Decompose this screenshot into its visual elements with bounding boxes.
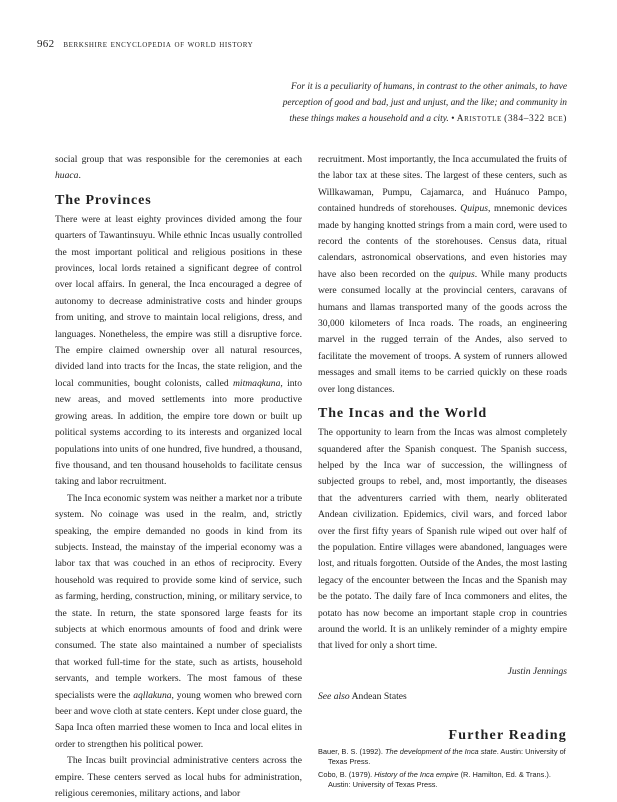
reference-title: History of the Inca empire [374, 769, 459, 779]
body-paragraph: The opportunity to learn from the Incas was almost completely squandered after the Spanish conquest. The Spanish success, helped by the Inca war of succession, the willingness of subjected groups to rebel, and, most importantly, the diseases that the adventurers carried with them, nearly obliterated Andean civilization. Epidemics, civil wars, and forced labor over the first fifty years of Spanish rule wiped out over half of the population. Entire villages were abandoned, languages were lost, and rituals forgotten. Outside of the Andes, the most lasting legacy of the encounter between the Incas and the Spanish may be the potato. The daily fare of Inca commoners and elites, the potato has now become an important staple crop in countries around the world. It is an unlikely reminder of a mighty empire that lived for only a short time. [318, 427, 567, 652]
epigraph-line: perception of good and bad, just and unjust, and the like; and community in [282, 98, 567, 108]
body-paragraph: There were at least eighty provinces divided among the four quarters of Tawantinsuyu. While ethnic Incas usually controlled the most important political and religious positions in these provinces, local lords retained a significant degree of control over local affairs. In general, the Inca encouraged a degree of autonomy to decrease administrative costs and hinder groups from uniting, and strove to maintain local religions, dress, and languages. Nonetheless, the empire was still a disruptive force. The empire claimed ownership over all natural resources, divided land into tracts for the Incas, the state religion, and the local communities, bought colonists, called mitmaqkuna, into new areas, and moved settlements into more productive growing areas. In addition, the empire tore down or built up political systems according to its interests and organized local populations into units of one hundred, five hundred, a thousand, five thousand, and ten thousand households to facilitate census taking and labor recruitment. [55, 213, 302, 488]
italic-term: huaca [55, 170, 79, 182]
bullet-separator: • [451, 114, 455, 124]
body-paragraph: The Inca economic system was neither a market nor a tribute system. No coinage was used in the realm, and, strictly speaking, the empire demanded no goods in kind from its subjects. Instead, the mainstay of the imperial economy was a labor tax that was couched in an ethos of reciprocity. Every household was required to provide some kind of service, such as farming, herding, construction, mining, or military service, to the state. In return, the state sponsored large feasts for its subjects at which enormous amounts of food and drink were consumed. The state also maintained a number of specialists that worked full-time for the state, such as artists, household servants, and temple workers. The most famous of these specialists were the aqllakuna, young women who brewed corn beer and wove cloth at state centers. Kept under close guard, the Sapa Inca often married these women to Inca and local elites in order to strengthen his political power. [55, 492, 302, 750]
see-also [318, 689, 567, 705]
epigraph-line-text: these things makes a household and a city. [289, 114, 449, 124]
see-also-label: See also [318, 691, 350, 703]
body-paragraph: The Incas built provincial administrative centers across the empire. These centers served as local hubs for administration, religious ceremonies, military actions, and labor [55, 755, 302, 800]
section-heading-incas-and-world: The Incas and the World [318, 406, 488, 422]
italic-term: Quipus [460, 203, 488, 215]
epigraph-author: Aristotle [456, 114, 502, 124]
running-head [37, 38, 253, 50]
see-also-link[interactable]: Andean States [351, 691, 407, 703]
epigraph-dates: (384–322 bce) [504, 114, 567, 124]
right-column [318, 152, 567, 791]
epigraph-line: For it is a peculiarity of humans, in contrast to the other animals, to have [290, 82, 567, 92]
italic-term: aqllakuna, [133, 689, 174, 701]
author-signature: Justin Jennings [507, 665, 567, 677]
reference-entry: Bauer, B. S. (1992). The development of the Inca state. Austin: University of Texas Press. [318, 746, 566, 767]
reference-entry: Cobo, B. (1979). History of the Inca empire (R. Hamilton, Ed. & Trans.). Austin: University of Texas Press. [318, 769, 551, 790]
left-column [55, 152, 302, 802]
body-paragraph: recruitment. Most importantly, the Inca accumulated the fruits of the labor tax at these sites. The largest of these centers, such as Willkawaman, Pumpu, Cajamarca, and Huánuco Pampo, contained hundreds of storehouses. Quipus, mnemonic devices made by hanging knotted strings from a main cord, were used to record the contents of the storehouses. Census data, ritual calendars, astronomical observations, and even histories may have also been recorded on the quipus. While many products were consumed locally at the provincial centers, caravans of humans and llamas transported many of the goods across the 30,000 kilometers of Inca roads. The roads, an engineering marvel in the rugged terrain of the Andes, also served to facilitate the movement of troops. A system of runners allowed messages and small items to be carried quickly on these roads over long distances. [318, 154, 568, 395]
page-number: 962 [37, 38, 55, 50]
further-reading-heading: Further Reading [448, 727, 567, 743]
reference-title: The development of the Inca state [384, 746, 497, 756]
epigraph-line [205, 111, 567, 127]
intro-paragraph: social group that was responsible for the ceremonies at each huaca. [55, 154, 302, 182]
running-head-title: berkshire encyclopedia of world history [63, 40, 254, 50]
epigraph-quote [205, 79, 567, 127]
section-heading-provinces: The Provinces [55, 192, 152, 208]
italic-term: mitmaqkuna [232, 377, 281, 389]
italic-term: quipus [449, 268, 475, 280]
